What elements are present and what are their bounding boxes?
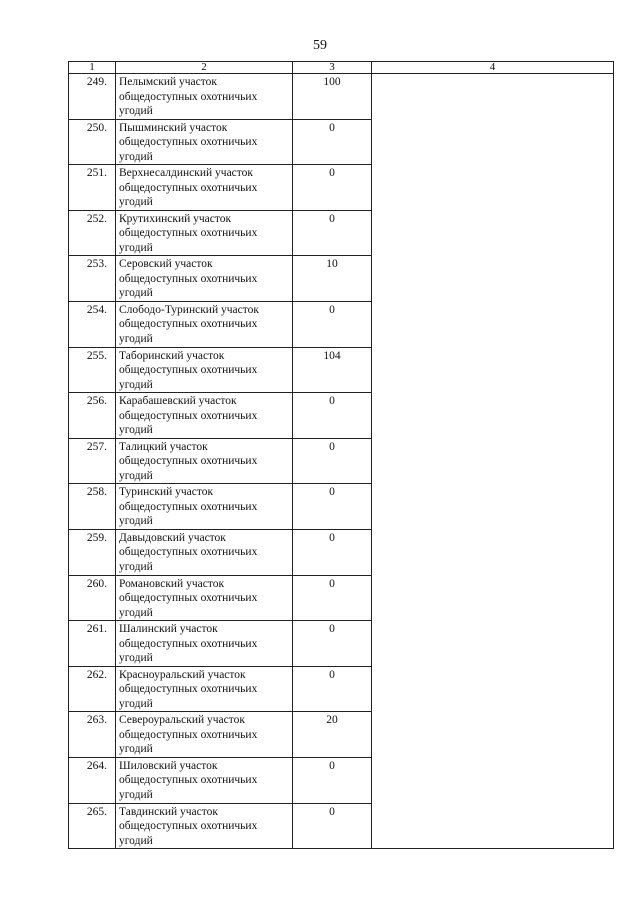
hunting-area-name-line: Североуральский участок (119, 714, 245, 727)
hunting-area-name-line: угодий (119, 515, 153, 528)
hunting-area-name (116, 347, 293, 393)
hunting-area-name-line: Шалинский участок (119, 623, 218, 636)
row-number: 256. (69, 393, 116, 439)
row-number: 254. (69, 301, 116, 347)
row-number: 252. (69, 210, 116, 256)
hunting-area-name-line: Крутихинский участок (119, 212, 232, 225)
hunting-area-name-line: общедоступных охотничьих (119, 683, 258, 696)
page-number: 59 (313, 38, 327, 53)
row-value: 0 (293, 301, 372, 347)
row-value: 0 (293, 666, 372, 712)
hunting-area-name-line: Шиловский участок (119, 759, 218, 772)
row-value: 0 (293, 621, 372, 667)
hunting-area-name-line: Давыдовский участок (119, 531, 226, 544)
row-value: 10 (293, 256, 372, 302)
hunting-area-name (116, 393, 293, 439)
hunting-area-name (116, 757, 293, 803)
row-value: 20 (293, 712, 372, 758)
row-value: 0 (293, 393, 372, 439)
hunting-area-name-line: угодий (119, 743, 153, 756)
hunting-area-name-line: общедоступных охотничьих (119, 409, 258, 422)
row-value: 0 (293, 529, 372, 575)
hunting-area-name-line: общедоступных охотничьих (119, 500, 258, 513)
hunting-area-name-line: Туринский участок (119, 486, 214, 499)
hunting-grounds-table (68, 61, 614, 849)
column-header-1: 1 (69, 62, 116, 74)
row-number: 249. (69, 74, 116, 120)
hunting-area-name-line: общедоступных охотничьих (119, 136, 258, 149)
hunting-area-name-line: Тавдинский участок (119, 805, 218, 818)
hunting-area-name-line: общедоступных охотничьих (119, 637, 258, 650)
hunting-area-name (116, 529, 293, 575)
table-body (69, 74, 614, 849)
hunting-area-name (116, 119, 293, 165)
row-number: 251. (69, 165, 116, 211)
hunting-area-name-line: Таборинский участок (119, 349, 225, 362)
row-number: 259. (69, 529, 116, 575)
hunting-area-name (116, 666, 293, 712)
hunting-area-name-line: угодий (119, 788, 153, 801)
hunting-area-name-line: угодий (119, 560, 153, 573)
hunting-area-name-line: общедоступных охотничьих (119, 272, 258, 285)
row-value: 0 (293, 210, 372, 256)
hunting-area-name-line: общедоступных охотничьих (119, 546, 258, 559)
row-number: 258. (69, 484, 116, 530)
hunting-area-name-line: Пышминский участок (119, 121, 228, 134)
row-value: 104 (293, 347, 372, 393)
hunting-area-name (116, 210, 293, 256)
hunting-area-name-line: угодий (119, 378, 153, 391)
hunting-area-name-line: Пелымский участок (119, 76, 217, 88)
hunting-area-name (116, 484, 293, 530)
hunting-area-name-line: Верхнесалдинский участок (119, 167, 253, 180)
hunting-area-name-line: угодий (119, 241, 153, 254)
hunting-area-name-line: угодий (119, 424, 153, 437)
hunting-area-name-line: общедоступных охотничьих (119, 728, 258, 741)
hunting-area-name (116, 165, 293, 211)
hunting-area-name-line: угодий (119, 697, 153, 710)
hunting-area-name-line: угодий (119, 606, 153, 619)
hunting-area-name-line: угодий (119, 652, 153, 665)
row-value: 0 (293, 803, 372, 849)
row-value: 0 (293, 438, 372, 484)
hunting-area-name (116, 712, 293, 758)
row-number: 250. (69, 119, 116, 165)
row-number: 257. (69, 438, 116, 484)
hunting-area-name-line: Серовский участок (119, 258, 213, 271)
hunting-area-name-line: угодий (119, 287, 153, 300)
column-header-3: 3 (293, 62, 372, 74)
table-header (69, 62, 614, 74)
row-number: 253. (69, 256, 116, 302)
hunting-area-name-line: общедоступных охотничьих (119, 592, 258, 605)
row-number: 261. (69, 621, 116, 667)
column-header-2: 2 (116, 62, 293, 74)
row-value: 0 (293, 119, 372, 165)
hunting-area-name-line: общедоступных охотничьих (119, 455, 258, 468)
hunting-area-name (116, 74, 293, 120)
row-number: 265. (69, 803, 116, 849)
hunting-area-name-line: Слободо-Туринский участок (119, 303, 259, 316)
hunting-area-name (116, 438, 293, 484)
hunting-area-name-line: Романовский участок (119, 577, 225, 590)
row-number: 264. (69, 757, 116, 803)
hunting-area-name (116, 803, 293, 849)
column-header-4: 4 (372, 62, 614, 74)
row-value: 0 (293, 165, 372, 211)
hunting-area-name-line: общедоступных охотничьих (119, 364, 258, 377)
column-4-cell (372, 74, 614, 849)
hunting-area-name-line: угодий (119, 332, 153, 345)
hunting-area-name-line: угодий (119, 196, 153, 209)
hunting-area-name-line: общедоступных охотничьих (119, 181, 258, 194)
row-number: 263. (69, 712, 116, 758)
hunting-area-name-line: общедоступных охотничьих (119, 774, 258, 787)
hunting-area-name-line: общедоступных охотничьих (119, 90, 258, 103)
hunting-area-name-line: Талицкий участок (119, 440, 208, 453)
table-row (69, 74, 614, 120)
hunting-area-name-line: общедоступных охотничьих (119, 820, 258, 832)
hunting-area-name-line: угодий (119, 834, 153, 847)
hunting-area-name (116, 256, 293, 302)
hunting-area-name-line: Красноуральский участок (119, 668, 246, 681)
row-number: 260. (69, 575, 116, 621)
hunting-area-name (116, 301, 293, 347)
row-value: 0 (293, 757, 372, 803)
hunting-area-name-line: Карабашевский участок (119, 395, 237, 408)
hunting-area-name-line: угодий (119, 105, 153, 117)
row-value: 0 (293, 575, 372, 621)
row-value: 0 (293, 484, 372, 530)
hunting-area-name-line: угодий (119, 469, 153, 482)
hunting-area-name (116, 575, 293, 621)
row-value: 100 (293, 74, 372, 120)
hunting-area-name (116, 621, 293, 667)
hunting-area-name-line: общедоступных охотничьих (119, 227, 258, 240)
row-number: 262. (69, 666, 116, 712)
hunting-area-name-line: общедоступных охотничьих (119, 318, 258, 331)
row-number: 255. (69, 347, 116, 393)
hunting-area-name-line: угодий (119, 150, 153, 163)
